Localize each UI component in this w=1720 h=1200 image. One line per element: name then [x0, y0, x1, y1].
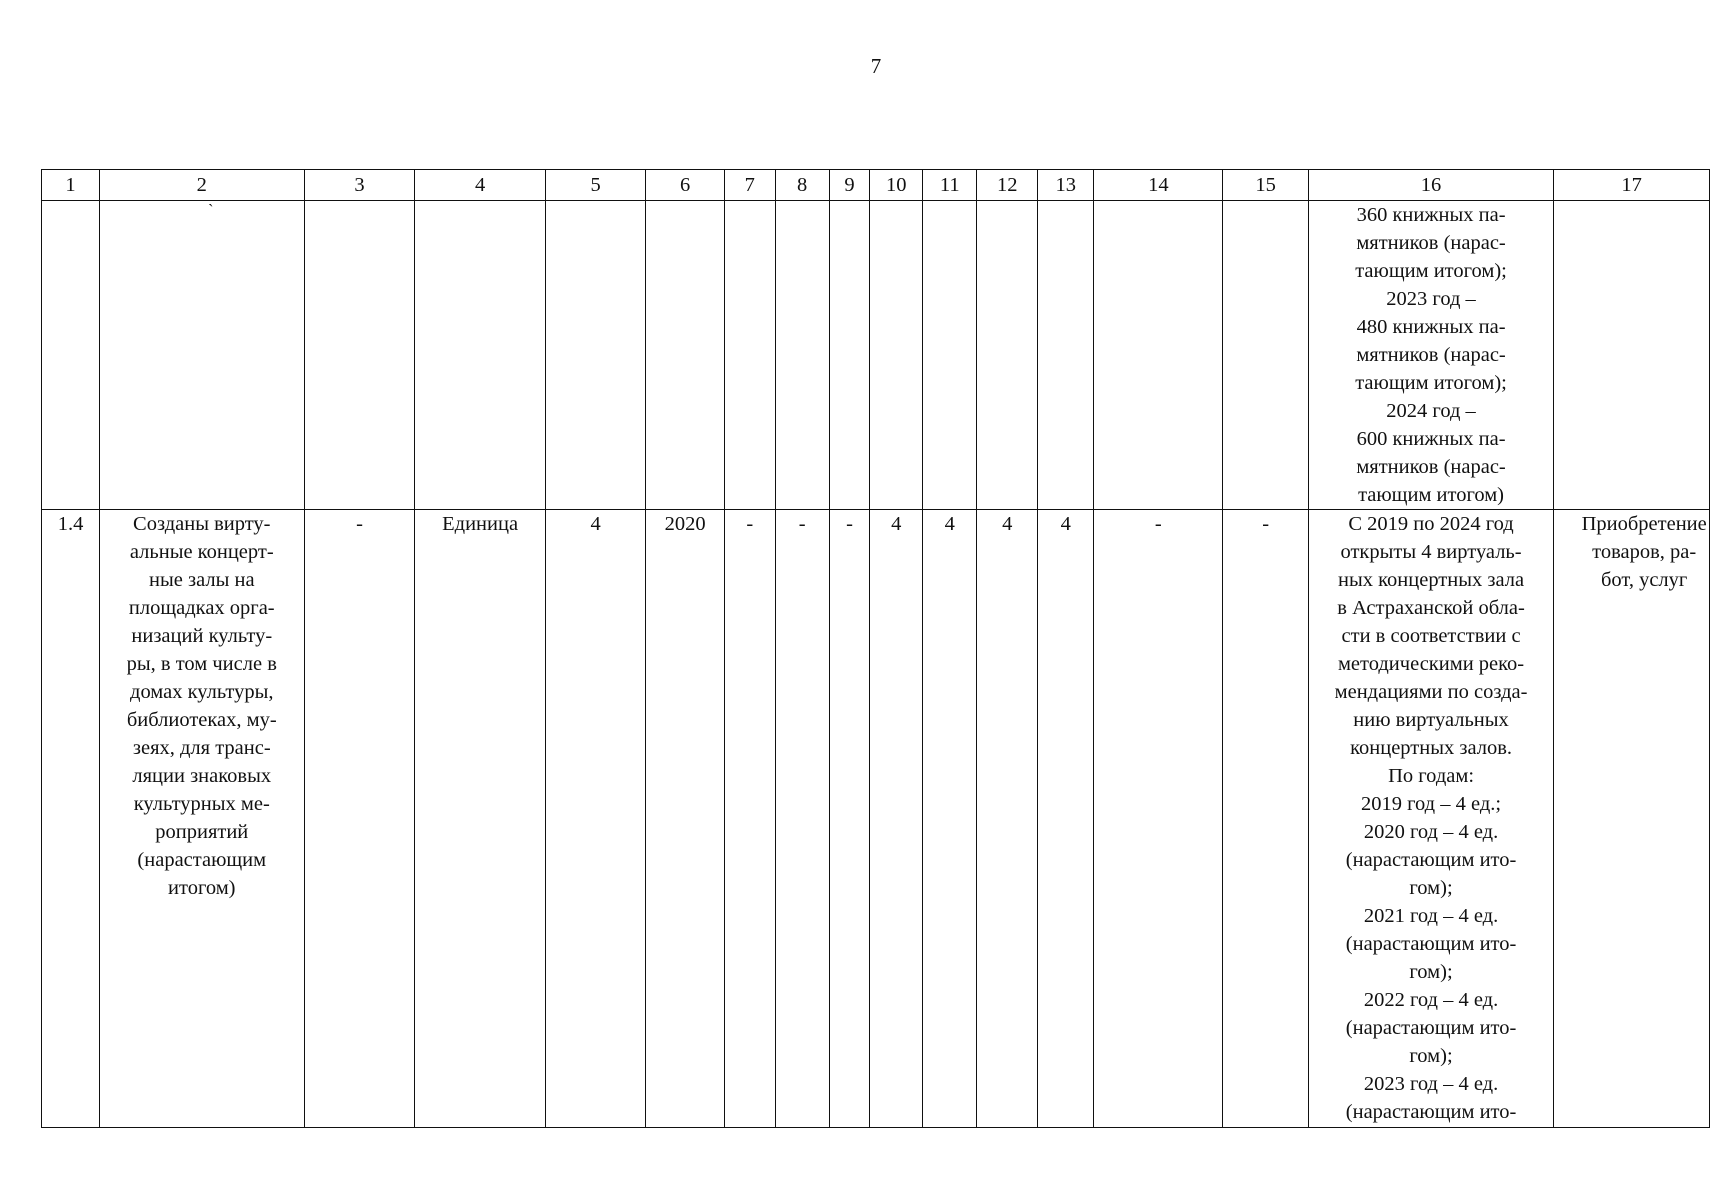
page-number: 7 — [870, 54, 882, 78]
type-line: товаров, ра- — [1592, 541, 1697, 563]
indicator-name-line: итогом) — [168, 877, 236, 899]
description-line: мендациями по созда- — [1334, 681, 1528, 703]
cont-cell-6 — [646, 201, 724, 510]
cont-cell-16 — [1308, 201, 1553, 510]
indicator-name-line: альные концерт- — [129, 541, 274, 563]
description-cell — [1308, 510, 1553, 1128]
cell-col-15: - — [1223, 510, 1308, 1128]
table-row-1-4 — [42, 510, 1710, 1128]
cell-col-14: - — [1094, 510, 1223, 1128]
cont-cell-5 — [545, 201, 646, 510]
description-line: (нарастающим ито- — [1345, 933, 1517, 955]
cont-cell-17 — [1554, 201, 1710, 510]
description-line: (нарастающим ито- — [1345, 1101, 1517, 1123]
cont-description-line: тающим итогом); — [1355, 372, 1507, 394]
base-value-cell: 4 — [545, 510, 646, 1128]
header-col-2: 2 — [100, 170, 305, 201]
header-col-5: 5 — [545, 170, 646, 201]
header-col-14: 14 — [1094, 170, 1223, 201]
cont-description-line: 2024 год – — [1386, 400, 1476, 422]
description-line: 2019 год – 4 ед.; — [1361, 793, 1502, 815]
header-col-3: 3 — [304, 170, 415, 201]
description-line: (нарастающим ито- — [1345, 849, 1517, 871]
header-col-7: 7 — [724, 170, 775, 201]
header-col-1: 1 — [42, 170, 100, 201]
description-line: методическими реко- — [1337, 653, 1525, 675]
row-number: 1.4 — [42, 510, 100, 1128]
type-line: Приобретение — [1581, 513, 1707, 535]
description-line: 2023 год – 4 ед. — [1363, 1073, 1499, 1095]
description-line: нию виртуальных — [1353, 709, 1509, 731]
header-col-4: 4 — [415, 170, 545, 201]
indicator-name-line: ные залы на — [149, 569, 255, 591]
description-line: 2022 год – 4 ед. — [1363, 989, 1499, 1011]
cont-description-line: тающим итогом); — [1355, 260, 1507, 282]
cell-col-8: - — [775, 510, 829, 1128]
indicator-name-line: роприятий — [155, 821, 249, 843]
cont-description-line: мятников (нарас- — [1356, 456, 1506, 478]
cont-description-line: тающим итогом) — [1358, 484, 1505, 506]
description-line: гом); — [1409, 1045, 1453, 1067]
cell-col-11: 4 — [923, 510, 977, 1128]
description-line: 2020 год – 4 ед. — [1363, 821, 1499, 843]
cont-cell-11 — [923, 201, 977, 510]
cont-cell-8 — [775, 201, 829, 510]
cont-description-line: 480 книжных па- — [1356, 316, 1506, 338]
indicator-name — [100, 510, 305, 1128]
indicator-name-line: ляции знаковых — [132, 765, 272, 787]
cell-col-12: 4 — [977, 510, 1038, 1128]
unit-cell: Единица — [415, 510, 545, 1128]
description-line: По годам: — [1388, 765, 1475, 787]
stray-mark: ` — [208, 202, 214, 219]
cont-cell-1 — [42, 201, 100, 510]
indicator-name-line: (нарастающим — [137, 849, 267, 871]
indicator-name-line: ры, в том числе в — [126, 653, 277, 675]
indicator-name-line: домах культуры, — [130, 681, 274, 703]
description-line: открыты 4 виртуаль- — [1340, 541, 1522, 563]
header-col-16: 16 — [1308, 170, 1553, 201]
indicator-name-line: Созданы вирту- — [133, 513, 271, 535]
indicator-name-line: низаций культу- — [131, 625, 273, 647]
description-line: концертных залов. — [1350, 737, 1513, 759]
indicators-table — [41, 169, 1710, 1128]
description-line: в Астраханской обла- — [1337, 597, 1525, 619]
cont-cell-4 — [415, 201, 545, 510]
header-col-10: 10 — [870, 170, 923, 201]
indicator-name-line: зеях, для транс- — [132, 737, 271, 759]
cont-cell-2 — [100, 201, 305, 510]
cell-col-13: 4 — [1038, 510, 1094, 1128]
cont-description-line: 2023 год – — [1386, 288, 1476, 310]
cell-col-3: - — [304, 510, 415, 1128]
cont-cell-14 — [1094, 201, 1223, 510]
indicator-name-line: площадках орга- — [128, 597, 275, 619]
base-year-cell: 2020 — [646, 510, 724, 1128]
description-line: гом); — [1409, 961, 1453, 983]
header-col-6: 6 — [646, 170, 724, 201]
header-col-17: 17 — [1554, 170, 1710, 201]
cont-description-line: мятников (нарас- — [1356, 232, 1506, 254]
description-line: С 2019 по 2024 год — [1348, 513, 1514, 535]
description-line: ных концертных зала — [1338, 569, 1525, 591]
cont-cell-10 — [870, 201, 923, 510]
type-line: бот, услуг — [1601, 569, 1688, 591]
cont-cell-13 — [1038, 201, 1094, 510]
description-line: сти в соответствии с — [1341, 625, 1521, 647]
description-line: (нарастающим ито- — [1345, 1017, 1517, 1039]
description-line: гом); — [1409, 877, 1453, 899]
header-col-12: 12 — [977, 170, 1038, 201]
description-line: 2021 год – 4 ед. — [1363, 905, 1499, 927]
cont-cell-7 — [724, 201, 775, 510]
cont-description-line: 360 книжных па- — [1356, 204, 1506, 226]
header-col-11: 11 — [923, 170, 977, 201]
header-col-8: 8 — [775, 170, 829, 201]
cont-description-line: 600 книжных па- — [1356, 428, 1506, 450]
header-col-13: 13 — [1038, 170, 1094, 201]
cont-cell-15 — [1223, 201, 1308, 510]
cont-description-line: мятников (нарас- — [1356, 344, 1506, 366]
header-row — [42, 170, 1710, 201]
cell-col-10: 4 — [870, 510, 923, 1128]
type-cell — [1554, 510, 1710, 1128]
cont-cell-12 — [977, 201, 1038, 510]
indicator-name-line: библиотеках, му- — [126, 709, 277, 731]
header-col-9: 9 — [829, 170, 870, 201]
cont-cell-3 — [304, 201, 415, 510]
indicator-name-line: культурных ме- — [133, 793, 270, 815]
header-col-15: 15 — [1223, 170, 1308, 201]
cell-col-7: - — [724, 510, 775, 1128]
cont-cell-9 — [829, 201, 870, 510]
cell-col-9: - — [829, 510, 870, 1128]
continuation-row — [42, 201, 1710, 510]
